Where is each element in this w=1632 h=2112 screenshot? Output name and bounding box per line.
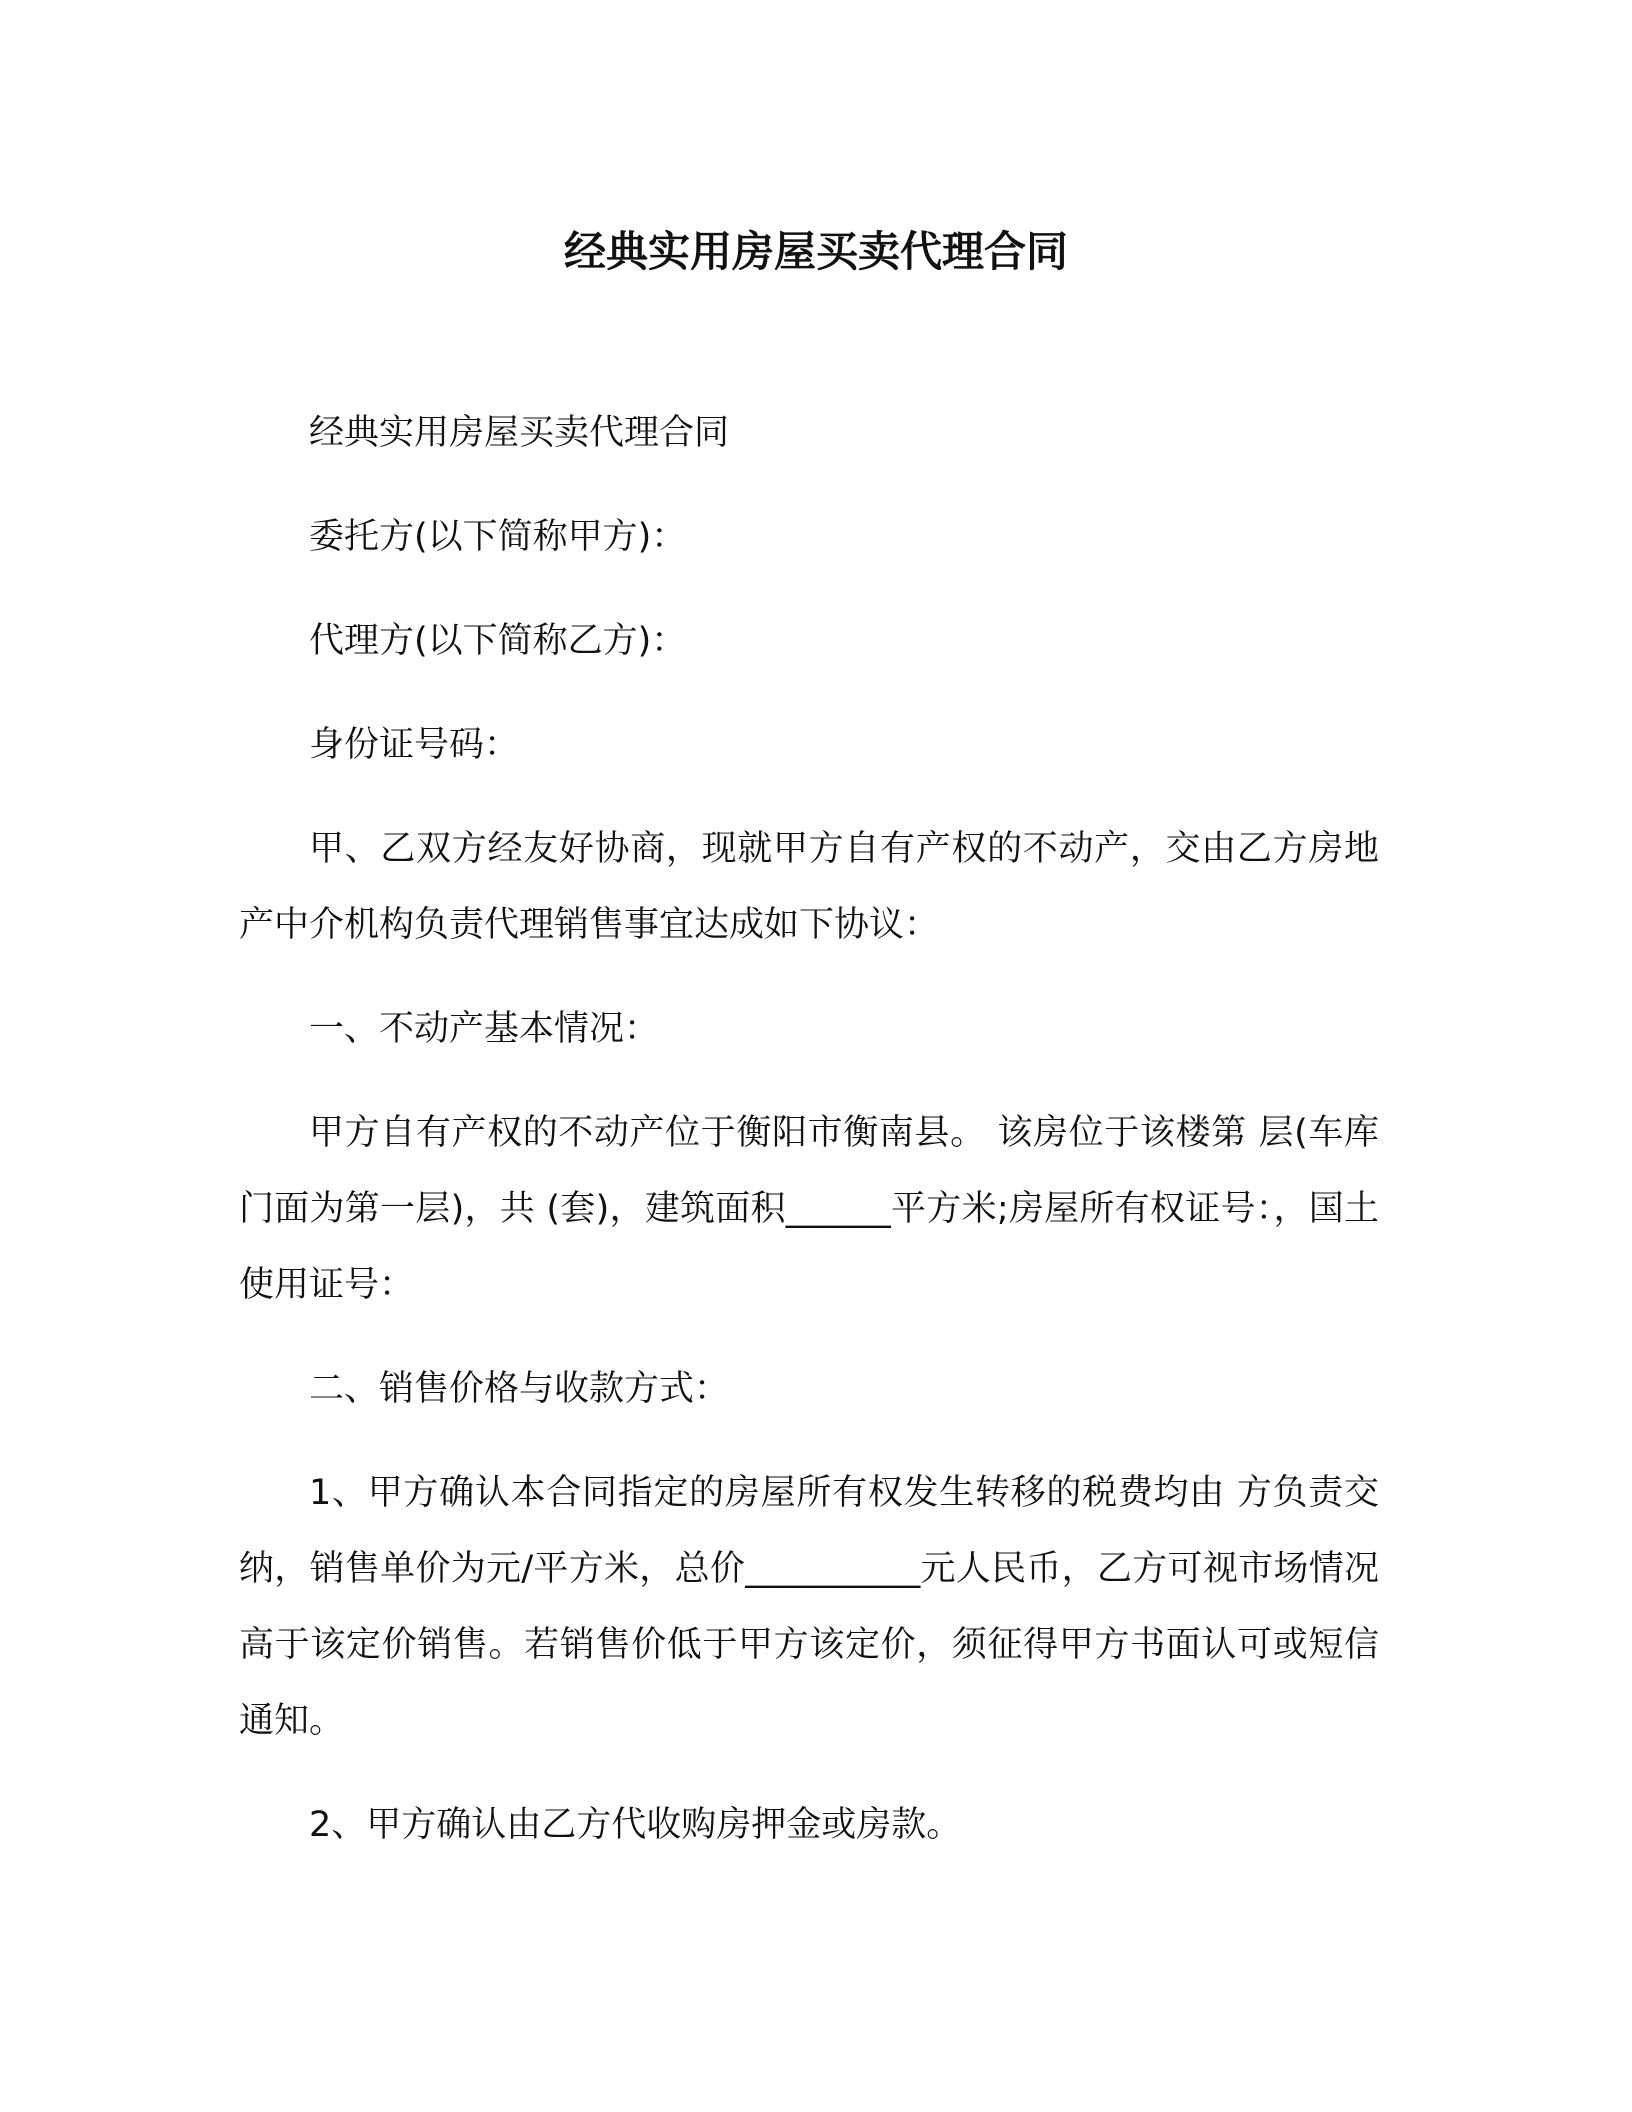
clause-2-paragraph: 2、甲方确认由乙方代收购房押金或房款。	[309, 1805, 962, 1845]
clause-1-paragraph: 1、甲方确认本合同指定的房屋所有权发生转移的税费均由 方负责交纳，销售单价为元/平方米，总价__________元人民币，乙方可视市场情况高于该定价销售。若销售价低于甲方该定价，须征得甲方书面认可或短信通知。	[239, 1473, 1379, 1741]
document-body	[239, 395, 1379, 1891]
property-details-paragraph: 甲方自有产权的不动产位于衡阳市衡南县。 该房位于该楼第 层(车库门面为第一层)，共 (套)，建筑面积______平方米;房屋所有权证号：，国土使用证号：	[239, 1113, 1379, 1305]
id-number-line: 身份证号码：	[309, 725, 520, 765]
principal-party-line: 委托方(以下简称甲方)：	[309, 517, 687, 557]
agent-party-line: 代理方(以下简称乙方)：	[309, 621, 687, 661]
section-heading-price: 二、销售价格与收款方式：	[309, 1369, 730, 1409]
document-title: 经典实用房屋买卖代理合同	[563, 227, 1068, 276]
section-heading-property: 一、不动产基本情况：	[309, 1009, 660, 1049]
agreement-intro-paragraph: 甲、乙双方经友好协商，现就甲方自有产权的不动产，交由乙方房地产中介机构负责代理销售事宜达成如下协议：	[239, 829, 1379, 945]
subtitle-paragraph: 经典实用房屋买卖代理合同	[309, 413, 730, 453]
